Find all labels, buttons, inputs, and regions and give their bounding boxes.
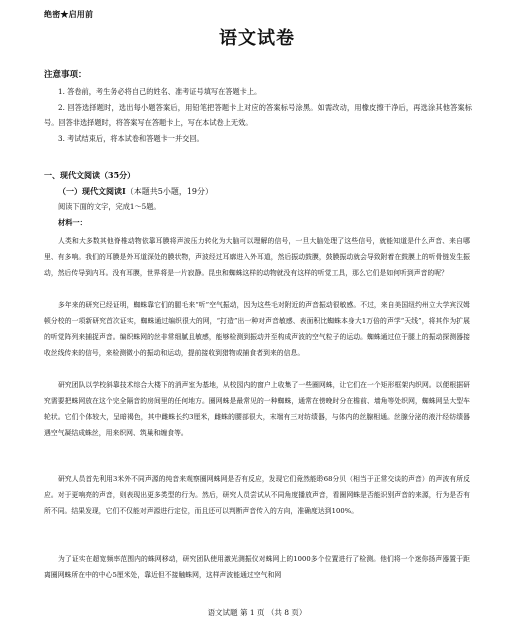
- subsection-title-rest: （本题共5小题，19分）: [125, 187, 214, 196]
- reading-instruction: 阅读下面的文字，完成1～5题。: [58, 202, 161, 211]
- subsection-title: [58, 186, 213, 197]
- page-footer: 语文试题 第 1 页 （共 8 页）: [207, 608, 307, 617]
- confidential-label: 绝密★启用前: [44, 9, 94, 19]
- note-item-1: 1. 答卷前，考生务必将自己的姓名、准考证号填写在答题卡上。: [58, 87, 262, 96]
- section-title: 一、现代文阅读（35分）: [44, 170, 136, 180]
- paragraph-4: 研究人员首先利用3米外不同声源的纯音来观察圈网蛛网是否有反应，发现它们竟然能聆68分贝（相当于正常交谈的声音）的声波有所反应。对于更响亮的声音，则表现出更多类型的行为。然后，研究人员尝试从不同角度播放声音，看圈网蛛是否能识别声音的来源，行为是否有所不同。结果发现，它们不仅能对声源进行定位，而且还可以判断声音传入的方向，准确度达到100%。: [44, 475, 470, 515]
- paragraph-1: 人类和大多数其他脊椎动物依靠耳膜将声波压力转化为大脑可以理解的信号，一旦大脑处理了这些信号，就能知道是什么声音、来自哪里、有多响。我们的耳膜是外耳道深处的膜状物，声波经过耳廓进入外耳道，然后振动鼓膜，鼓膜振动就会导致附着在鼓膜上的听骨链发生振动，然后传导到内耳。没有耳膜，世界将是一片寂静。昆虫和蜘蛛这样的动物就没有这样的听觉工具，那么它们是如何听到声音的呢？: [44, 237, 470, 277]
- paragraph-5: 为了证实在超宽频率范围内的蛛网移动，研究团队使用激光测振仪对蛛网上的1000多个位置进行了检测。他们将一个迷你扬声器置于距离圈网蛛所在中的中心5厘米处，靠近但不接触蛛网，这样声波能通过空气和网: [44, 555, 470, 579]
- page-title: 语文试卷: [219, 28, 295, 49]
- material-label: 材料一：: [58, 218, 87, 227]
- notes-heading: 注意事项：: [44, 70, 87, 80]
- paragraph-3: 研究团队以学校斜靠技术综合大楼下的消声室为基地，从校园内的窗户上收集了一些圈网蛛，让它们在一个矩形框架内织网。以便根据研究需要把蛛网放在这个完全隔音的房间里的任何地方。圈网蛛是最常见的一种蜘蛛，通常在傍晚时分在檐前、墙角等处织网，蜘蛛网呈大型车轮状。它们个体较大，呈暗褐色，其中雌蛛长约3厘米，雌蛛的腰部很大，末端有三对纺绩器，与体内的丝腺相通。丝腺分泌的液汁经纺绩器遇空气凝结成蛛丝，用来织网、筑巢和缠食等。: [44, 381, 470, 437]
- note-item-3: 3. 考试结束后，将本试卷和答题卡一并交回。: [58, 134, 204, 143]
- note-item-2: 2. 回答选择题时，选出每小题答案后，用铅笔把答题卡上对应的答案标号涂黑。如需改动，用橡皮擦干净后，再选涂其他答案标号。回答非选择题时，将答案写在答题卡上，写在本试卷上无效。: [44, 103, 472, 127]
- subsection-title-main: （一）现代文阅读Ⅰ: [58, 186, 126, 196]
- paragraph-2: 多年来的研究已经证明，蜘蛛靠它们的腿毛来“听”空气振动，因为这些毛对附近的声音振动很敏感。不过，来自美国纽约州立大学宾汉姆顿分校的一项新研究首次证实，蜘蛛通过编织很大的网，“打造”出一种对声音敏感、表面积比蜘蛛本身大1万倍的声学“天线”，将其作为扩展的听觉阵列来捕捉声音。编织蛛网的丝非常细腻且敏感，能够检测到振动并至构成声波的空气粒子的运动。蜘蛛通过位于腿上的振动探测器接收丝线传来的信号，来检测微小的振动和运动，提前接收到猎物或捕食者到来的信息。: [44, 301, 470, 357]
